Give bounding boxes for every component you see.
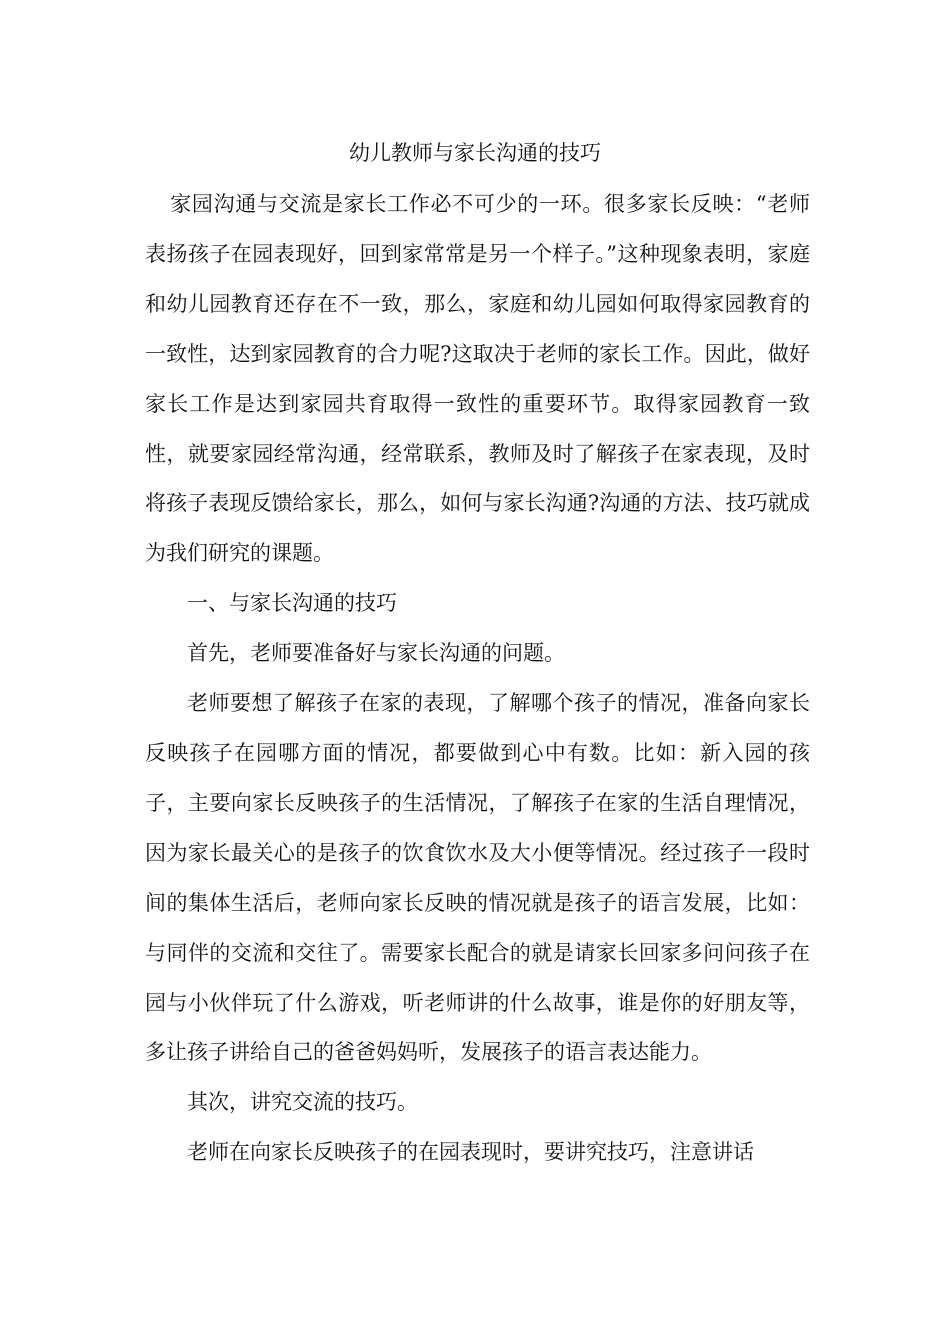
paragraph-first-point: 首先，老师要准备好与家长沟通的问题。 <box>187 641 565 666</box>
document-body <box>145 180 810 1178</box>
paragraph-intro: 家园沟通与交流是家长工作必不可少的一环。很多家长反映：“老师表扬孩子在园表现好，回到家常常是另一个样子。”这种现象表明，家庭和幼儿园教育还存在不一致，那么，家庭和幼儿园如何取得家园教育的一致性，达到家园教育的合力呢?这取决于老师的家长工作。因此，做好家长工作是达到家园共育取得一致性的重要环节。取得家园教育一致性，就要家园经常沟通，经常联系，教师及时了解孩子在家表现，及时将孩子表现反馈给家长，那么，如何与家长沟通?沟通的方法、技巧就成为我们研究的课题。 <box>145 192 810 566</box>
section-heading: 一、与家长沟通的技巧 <box>187 591 397 616</box>
paragraph-second-point: 其次，讲究交流的技巧。 <box>187 1090 418 1115</box>
paragraph-first-point-detail: 老师要想了解孩子在家的表现，了解哪个孩子的情况，准备向家长反映孩子在园哪方面的情况，都要做到心中有数。比如：新入园的孩子，主要向家长反映孩子的生活情况，了解孩子在家的生活自理情况，因为家长最关心的是孩子的饮食饮水及大小便等情况。经过孩子一段时间的集体生活后，老师向家长反映的情况就是孩子的语言发展，比如：与同伴的交流和交往了。需要家长配合的就是请家长回家多问问孩子在园与小伙伴玩了什么游戏，听老师讲的什么故事，谁是你的好朋友等，多让孩子讲给自己的爸爸妈妈听，发展孩子的语言表达能力。 <box>145 691 810 1065</box>
paragraph-second-point-detail: 老师在向家长反映孩子的在园表现时，要讲究技巧，注意讲话 <box>187 1140 754 1165</box>
document-title: 幼儿教师与家长沟通的技巧 <box>349 141 601 165</box>
